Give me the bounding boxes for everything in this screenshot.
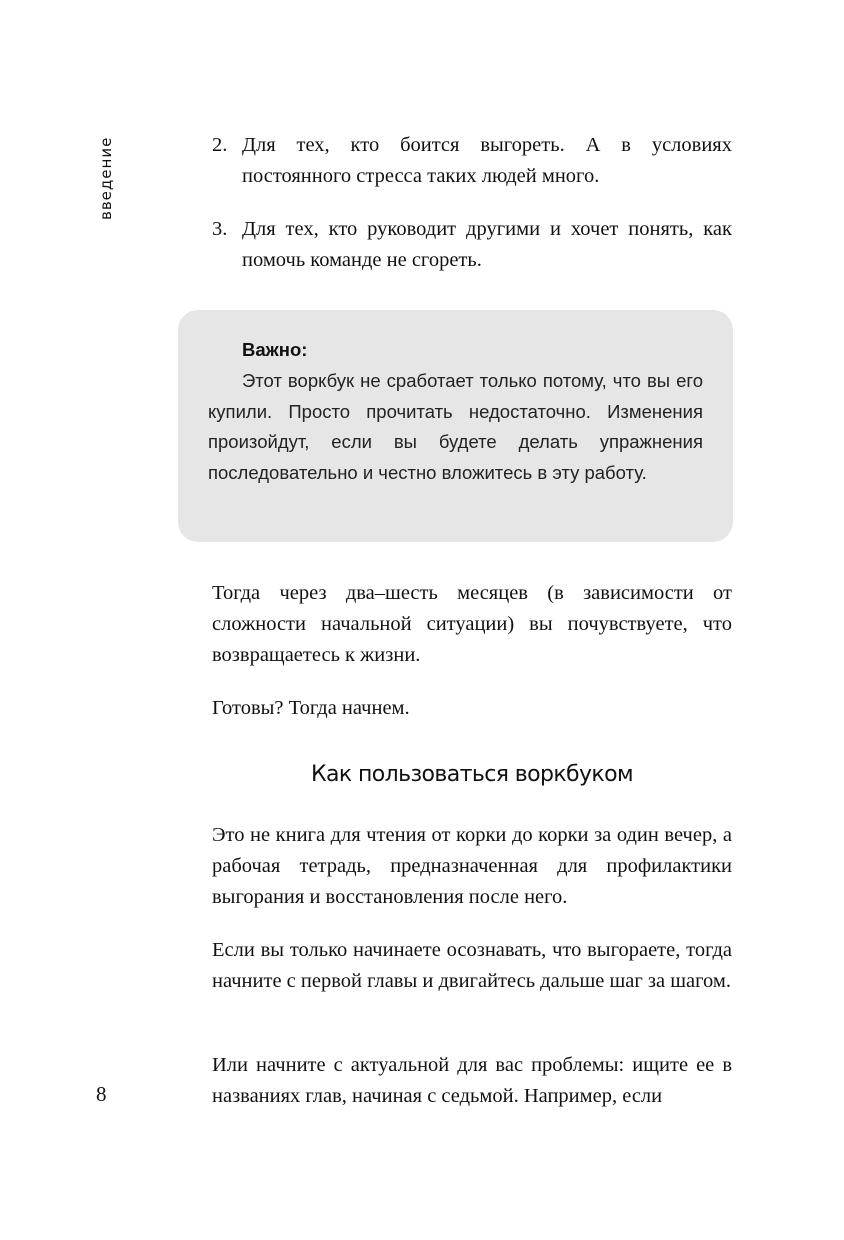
list-item xyxy=(212,214,732,276)
list-number: 3. xyxy=(212,218,228,240)
list-text: Для тех, кто руководит другими и хочет понять, как помочь команде не сгореть. xyxy=(242,218,732,271)
paragraph: Если вы только начинаете осознавать, что выгораете, тогда начните с первой главы и двигайтесь дальше шаг за шагом. xyxy=(212,939,732,992)
important-note-box xyxy=(178,310,733,542)
paragraph: Тогда через два–шесть месяцев (в зависимости от сложности начальной ситуации) вы почувствуете, что возвращаетесь к жизни. xyxy=(212,582,732,666)
paragraph: Или начните с актуальной для вас проблемы: ищите ее в названиях глав, начиная с седьмой. Например, если xyxy=(212,1054,732,1107)
running-head: введение xyxy=(97,136,115,220)
note-body: Этот воркбук не сработает только потому, что вы его купили. Просто прочитать недостаточно. Изменения произойдут, если вы будете делать упражнения последовательно и честно вложитесь в эту работу. xyxy=(208,370,703,483)
paragraph: Это не книга для чтения от корки до корки за один вечер, а рабочая тетрадь, предназначенная для профилактики выгорания и восстановления после него. xyxy=(212,824,732,908)
page-number: 8 xyxy=(96,1082,107,1106)
section-heading: Как пользоваться воркбуком xyxy=(311,762,633,787)
paragraph: Готовы? Тогда начнем. xyxy=(212,697,410,719)
list-item xyxy=(212,130,732,192)
list-number: 2. xyxy=(212,134,228,156)
note-title: Важно: xyxy=(242,339,308,360)
list-text: Для тех, кто боится выгореть. А в условиях постоянного стресса таких людей много. xyxy=(242,134,732,187)
